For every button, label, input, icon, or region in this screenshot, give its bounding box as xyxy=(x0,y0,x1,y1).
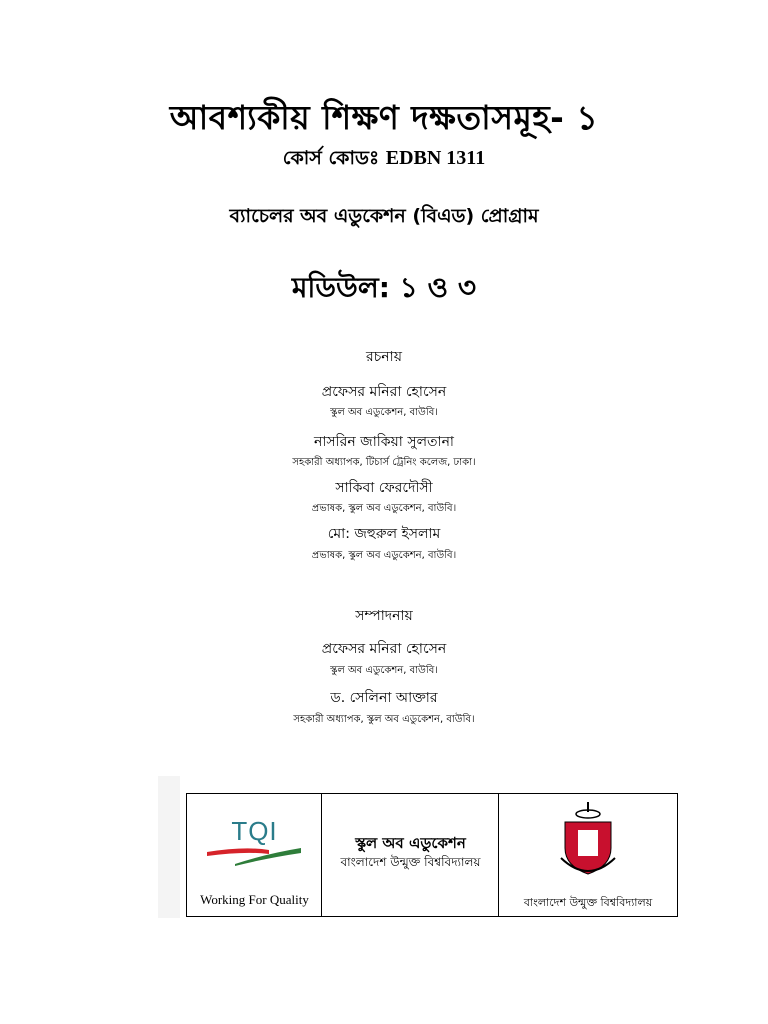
author-name: সাকিবা ফেরদৌসী xyxy=(335,480,433,496)
tqi-tagline: Working For Quality xyxy=(200,892,309,907)
author-name: মো: জহুরুল ইসলাম xyxy=(327,526,441,542)
tqi-swoosh-icon xyxy=(205,844,305,866)
document-title: আবশ্যকীয় শিক্ষণ দক্ষতাসমূহ- ১ xyxy=(169,98,599,137)
school-name: স্কুল অব এডুকেশন xyxy=(355,834,466,852)
footer-logo-table xyxy=(186,793,678,917)
university-seal-cell xyxy=(499,794,677,916)
course-code-label: কোর্স কোডঃ xyxy=(282,147,380,169)
course-code-line xyxy=(0,144,768,176)
tqi-logo-cell xyxy=(187,794,322,916)
university-name-middle: বাংলাদেশ উন্মুক্ত বিশ্ববিদ্যালয় xyxy=(340,855,481,869)
editor-affiliation: স্কুল অব এডুকেশন, বাউবি। xyxy=(330,665,438,676)
footer-shadow xyxy=(158,776,180,918)
author-name: প্রফেসর মনিরা হোসেন xyxy=(321,384,447,400)
editors-heading: সম্পাদনায় xyxy=(355,608,413,624)
author-affiliation: সহকারী অধ্যাপক, টিচার্স ট্রেনিং কলেজ, ঢাকা। xyxy=(292,457,476,468)
tqi-logo-text: TQI xyxy=(231,816,278,846)
module-number: মডিউল: ১ ও ৩ xyxy=(291,271,477,304)
school-cell xyxy=(322,794,499,916)
program-name: ব্যাচেলর অব এডুকেশন (বিএড) প্রোগ্রাম xyxy=(229,205,539,227)
author-affiliation: স্কুল অব এডুকেশন, বাউবি। xyxy=(330,407,438,418)
editor-name: ড. সেলিনা আক্তার xyxy=(330,690,438,706)
authors-heading: রচনায় xyxy=(366,349,402,365)
course-code: EDBN 1311 xyxy=(385,147,486,169)
editor-name: প্রফেসর মনিরা হোসেন xyxy=(321,641,447,657)
university-seal-icon xyxy=(557,800,619,882)
university-name-right: বাংলাদেশ উন্মুক্ত বিশ্ববিদ্যালয় xyxy=(523,896,653,909)
author-name: নাসরিন জাকিয়া সুলতানা xyxy=(314,434,454,450)
author-affiliation: প্রভাষক, স্কুল অব এডুকেশন, বাউবি। xyxy=(311,503,457,514)
author-affiliation: প্রভাষক, স্কুল অব এডুকেশন, বাউবি। xyxy=(311,550,457,561)
editor-affiliation: সহকারী অধ্যাপক, স্কুল অব এডুকেশন, বাউবি। xyxy=(293,714,475,725)
